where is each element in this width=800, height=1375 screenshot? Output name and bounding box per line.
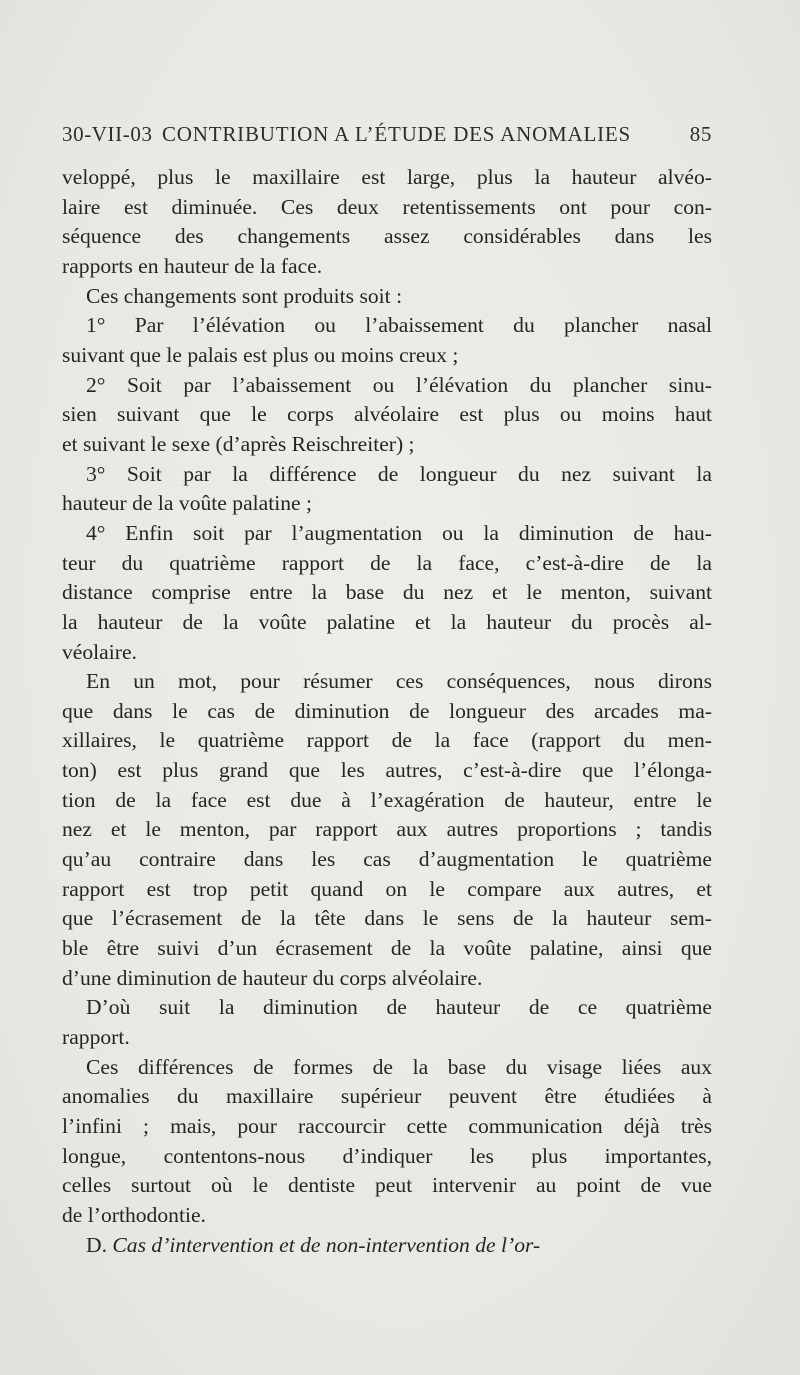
text-line: rapport est trop petit quand on le compare aux autres, et xyxy=(62,876,712,901)
running-head xyxy=(62,122,712,152)
section-heading-italic: Cas d’intervention et de non-intervention de l’or- xyxy=(112,1232,541,1257)
text-line: Ces différences de formes de la base du visage liées aux xyxy=(86,1054,712,1079)
text-line: sien suivant que le corps alvéolaire est plus ou moins haut xyxy=(62,402,712,427)
text-line: D’où suit la diminution de hauteur de ce quatrième xyxy=(86,995,712,1020)
text-line: que dans le cas de diminution de longueur des arcades ma- xyxy=(62,698,712,723)
text-line: véolaire. xyxy=(62,639,137,664)
text-line: teur du quatrième rapport de la face, c’est-à-dire de la xyxy=(62,550,712,575)
text-line: séquence des changements assez considérables dans les xyxy=(62,224,712,249)
body-text xyxy=(62,163,712,1260)
text-line: que l’écrasement de la tête dans le sens de la hauteur sem- xyxy=(62,906,712,931)
text-line: hauteur de la voûte palatine ; xyxy=(62,491,313,516)
text-line: la hauteur de la voûte palatine et la hauteur du procès al- xyxy=(62,609,712,634)
text-line: laire est diminuée. Ces deux retentissements ont pour con- xyxy=(62,194,712,219)
text-line: ton) est plus grand que les autres, c’est-à-dire que l’élonga- xyxy=(62,758,712,783)
text-line: nez et le menton, par rapport aux autres proportions ; tandis xyxy=(62,817,712,842)
text-line: 4° Enfin soit par l’augmentation ou la diminution de hau- xyxy=(86,520,712,545)
text-line: xillaires, le quatrième rapport de la face (rapport du men- xyxy=(62,728,712,753)
text-line: 3° Soit par la différence de longueur du nez suivant la xyxy=(86,461,712,486)
text-line: anomalies du maxillaire supérieur peuvent être étudiées à xyxy=(62,1084,712,1109)
text-line: En un mot, pour résumer ces conséquences, nous dirons xyxy=(86,669,712,694)
text-line: Ces changements sont produits soit : xyxy=(86,283,403,308)
text-line: 1° Par l’élévation ou l’abaissement du plancher nasal xyxy=(86,313,712,338)
section-heading-line xyxy=(62,1231,712,1261)
text-line: qu’au contraire dans les cas d’augmentation le quatrième xyxy=(62,847,712,872)
text-line: veloppé, plus le maxillaire est large, plus la hauteur alvéo- xyxy=(62,165,712,189)
text-line: ble être suivi d’un écrasement de la voûte palatine, ainsi que xyxy=(62,936,712,961)
text-line: l’infini ; mais, pour raccourcir cette communication déjà très xyxy=(62,1114,712,1138)
text-line: longue, contentons-nous d’indiquer les plus importantes, xyxy=(62,1143,712,1168)
text-line: rapport. xyxy=(62,1025,130,1050)
text-line: et suivant le sexe (d’après Reischreiter) ; xyxy=(62,431,415,456)
section-label: D. xyxy=(86,1232,107,1257)
text-line: d’une diminution de hauteur du corps alvéolaire. xyxy=(62,965,483,990)
text-line: distance comprise entre la base du nez et le menton, suivant xyxy=(62,580,712,605)
text-line: de l’orthodontie. xyxy=(62,1202,206,1227)
text-line: celles surtout où le dentiste peut intervenir au point de vue xyxy=(62,1173,712,1198)
text-line: 2° Soit par l’abaissement ou l’élévation du plancher sinu- xyxy=(86,372,712,397)
text-line: suivant que le palais est plus ou moins creux ; xyxy=(62,342,459,367)
text-line: tion de la face est due à l’exagération de hauteur, entre le xyxy=(62,787,712,812)
text-line: rapports en hauteur de la face. xyxy=(62,253,323,278)
running-head-title: CONTRIBUTION A L’ÉTUDE DES ANOMALIES xyxy=(162,122,632,146)
running-head-date: 30-VII-03 xyxy=(62,122,153,146)
page-number: 85 xyxy=(689,122,712,146)
